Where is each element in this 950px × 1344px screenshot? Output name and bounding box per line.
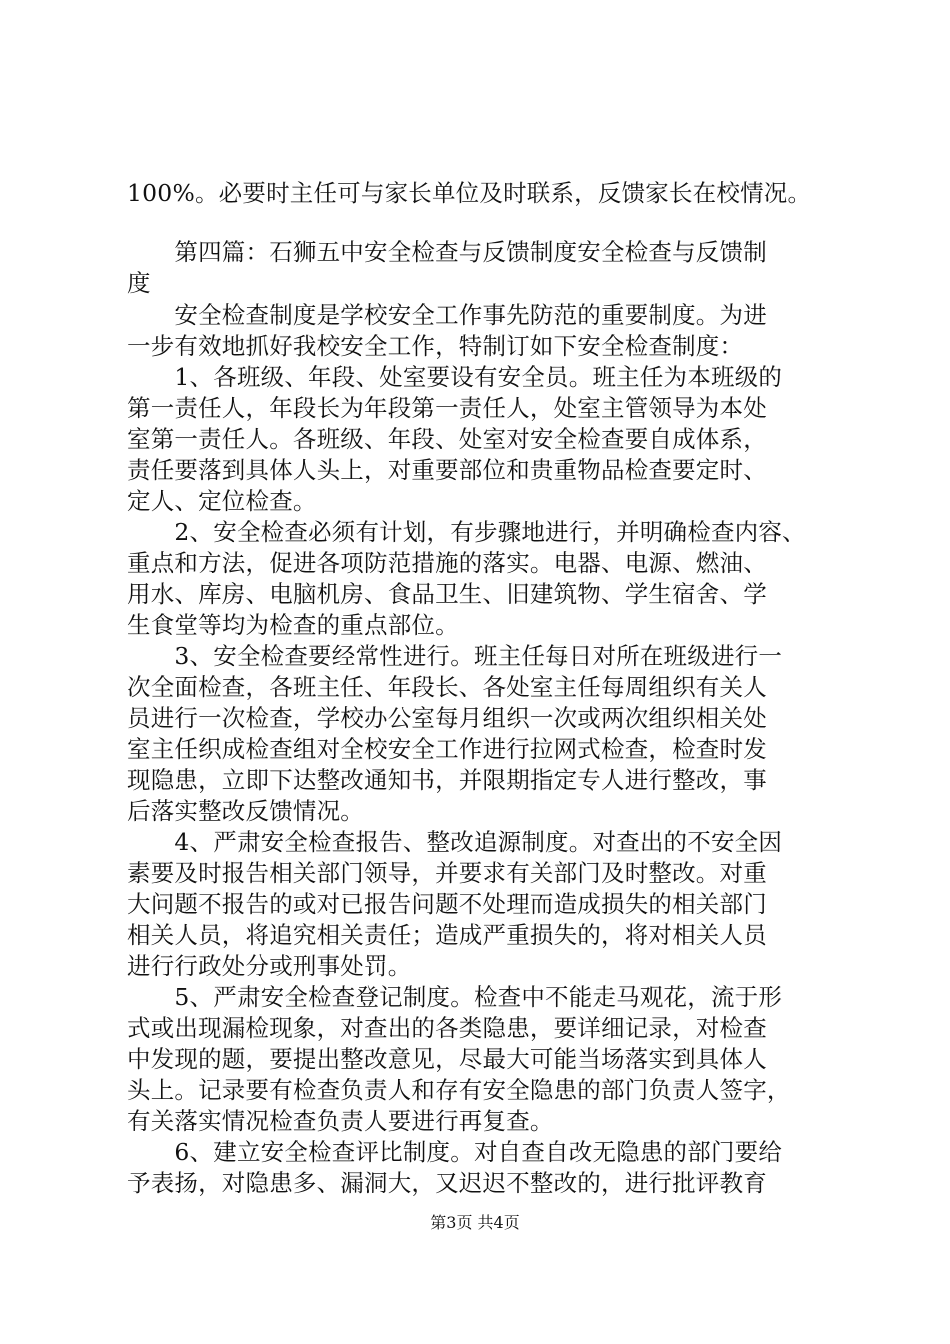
text-line: 大问题不报告的或对已报告问题不处理而造成损失的相关部门 (127, 890, 767, 918)
text-line: 2、安全检查必须有计划，有步骤地进行，并明确检查内容、 (127, 518, 806, 546)
text-line: 责任要落到具体人头上，对重要部位和贵重物品检查要定时、 (127, 456, 767, 484)
text-line: 次全面检查，各班主任、年段长、各处室主任每周组织有关人 (127, 673, 767, 701)
text-line: 一步有效地抓好我校安全工作，特制订如下安全检查制度： (127, 332, 744, 360)
text-line: 中发现的题，要提出整改意见，尽最大可能当场落实到具体人 (127, 1045, 767, 1073)
text-line: 定人、定位检查。 (127, 487, 317, 515)
text-line: 后落实整改反馈情况。 (127, 797, 364, 825)
text-line: 6、建立安全检查评比制度。对自查自改无隐患的部门要给 (127, 1138, 783, 1166)
text-line: 3、安全检查要经常性进行。班主任每日对所在班级进行一 (127, 642, 783, 670)
text-line: 1、各班级、年段、处室要设有安全员。班主任为本班级的 (127, 363, 783, 391)
text-line: 4、严肃安全检查报告、整改追源制度。对查出的不安全因 (127, 828, 783, 856)
text-line: 100%。必要时主任可与家长单位及时联系，反馈家长在校情况。 (127, 179, 812, 207)
text-line: 安全检查制度是学校安全工作事先防范的重要制度。为进 (127, 301, 767, 329)
text-line: 头上。记录要有检查负责人和存有安全隐患的部门负责人签字， (127, 1076, 791, 1104)
text-line: 相关人员，将追究相关责任；造成严重损失的，将对相关人员 (127, 921, 767, 949)
section-heading-line: 度 (127, 269, 151, 297)
section-heading-line: 第四篇：石狮五中安全检查与反馈制度安全检查与反馈制 (127, 238, 767, 266)
text-line: 员进行一次检查，学校办公室每月组织一次或两次组织相关处 (127, 704, 767, 732)
text-line: 生食堂等均为检查的重点部位。 (127, 611, 459, 639)
text-line: 用水、库房、电脑机房、食品卫生、旧建筑物、学生宿舍、学 (127, 580, 767, 608)
text-line: 室主任织成检查组对全校安全工作进行拉网式检查，检查时发 (127, 735, 767, 763)
text-line: 进行行政处分或刑事处罚。 (127, 952, 412, 980)
text-line: 有关落实情况检查负责人要进行再复查。 (127, 1107, 554, 1135)
text-line: 现隐患，立即下达整改通知书，并限期指定专人进行整改，事 (127, 766, 767, 794)
text-line: 素要及时报告相关部门领导，并要求有关部门及时整改。对重 (127, 859, 767, 887)
text-line: 室第一责任人。各班级、年段、处室对安全检查要自成体系， (127, 425, 767, 453)
text-line: 5、严肃安全检查登记制度。检查中不能走马观花，流于形 (127, 983, 783, 1011)
text-line: 重点和方法，促进各项防范措施的落实。电器、电源、燃油、 (127, 549, 767, 577)
text-line: 式或出现漏检现象，对查出的各类隐患，要详细记录，对检查 (127, 1014, 767, 1042)
page-number-footer: 第3页 共4页 (430, 1213, 520, 1232)
text-line: 第一责任人，年段长为年段第一责任人，处室主管领导为本处 (127, 394, 767, 422)
text-line: 予表扬，对隐患多、漏洞大，又迟迟不整改的，进行批评教育 (127, 1169, 767, 1197)
